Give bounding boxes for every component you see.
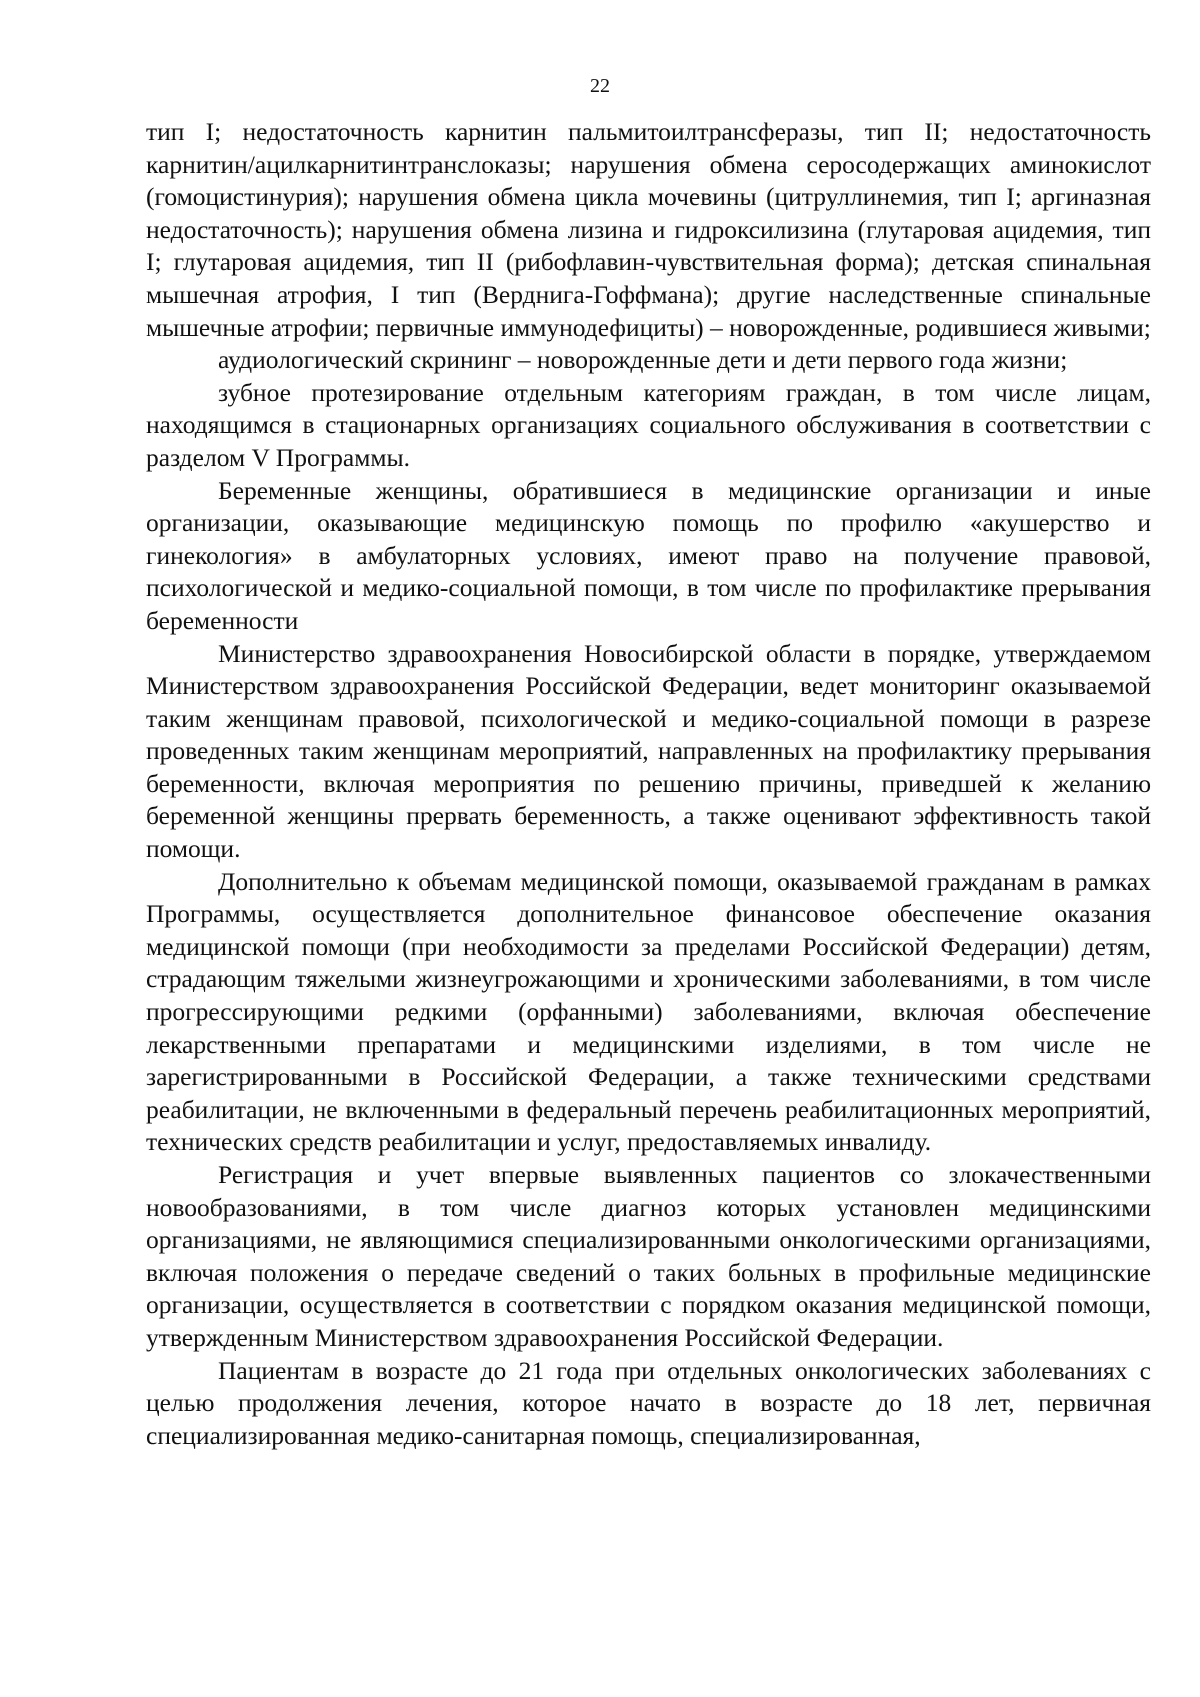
- paragraph-oncology-registration: Регистрация и учет впервые выявленных пациентов со злокачественными новообразованиями, в том числе диагноз которых установлен медицинскими организациями, не являющимися специализированными онкологическими организациями, включая положения о передаче сведений о таких больных в профильные медицинские организации, осуществляется в соответствии с порядком оказания медицинской помощи, утвержденным Министерством здравоохранения Российской Федерации.: [146, 1160, 1151, 1352]
- paragraph-dental-prosthetics: зубное протезирование отдельным категориям граждан, в том числе лицам, находящимся в стационарных организациях социального обслуживания в соответствии с разделом V Программы.: [146, 377, 1151, 472]
- paragraph-audiological-screening: аудиологический скрининг – новорожденные дети и дети первого года жизни;: [218, 345, 1068, 375]
- paragraph-patients-under-21: Пациентам в возрасте до 21 года при отдельных онкологических заболеваниях с целью продолжения лечения, которое начато в возрасте до 18 лет, первичная специализированная медико-санитарная помощь, специализированная,: [146, 1355, 1151, 1450]
- paragraph-additional-funding: Дополнительно к объемам медицинской помощи, оказываемой гражданам в рамках Программы, осуществляется дополнительное финансовое обеспечение оказания медицинской помощи (при необходимости за пределами Российской Федерации) детям, страдающим тяжелыми жизнеугрожающими и хроническими заболеваниями, в том числе прогрессирующими редкими (орфанными) заболеваниями, включая обеспечение лекарственными препаратами и медицинскими изделиями, в том числе не зарегистрированными в Российской Федерации, а также техническими средствами реабилитации, не включенными в федеральный перечень реабилитационных мероприятий, технических средств реабилитации и услуг, предоставляемых инвалиду.: [146, 866, 1151, 1157]
- document-body: [146, 116, 1151, 1452]
- paragraph-ministry-monitoring: Министерство здравоохранения Новосибирской области в порядке, утверждаемом Министерством здравоохранения Российской Федерации, ведет мониторинг оказываемой таким женщинам правовой, психологической и медико-социальной помощи в разрезе проведенных таким женщинам мероприятий, направленных на профилактику прерывания беременности, включая мероприятия по решению причины, приведшей к желанию беременной женщины прервать беременность, а также оценивают эффективность такой помощи.: [146, 638, 1151, 864]
- paragraph-pregnant-women: Беременные женщины, обратившиеся в медицинские организации и иные организации, оказывающие медицинскую помощь по профилю «акушерство и гинекология» в амбулаторных условиях, имеют право на получение правовой, психологической и медико-социальной помощи, в том числе по профилактике прерывания беременности: [146, 475, 1151, 635]
- page-number: 22: [590, 75, 610, 97]
- paragraph-screening-list-continuation: тип I; недостаточность карнитин пальмитоилтрансферазы, тип II; недостаточность карнитин/ацилкарнитинтранслоказы; нарушения обмена серосодержащих аминокислот (гомоцистинурия); нарушения обмена цикла мочевины (цитруллинемия, тип I; аргиназная недостаточность); нарушения обмена лизина и гидроксилизина (глутаровая ацидемия, тип I; глутаровая ацидемия, тип II (рибофлавин-чувствительная форма); детская спинальная мышечная атрофия, I тип (Верднига-Гоффмана); другие наследственные спинальные мышечные атрофии; первичные иммунодефициты) – новорожденные, родившиеся живыми;: [146, 117, 1151, 342]
